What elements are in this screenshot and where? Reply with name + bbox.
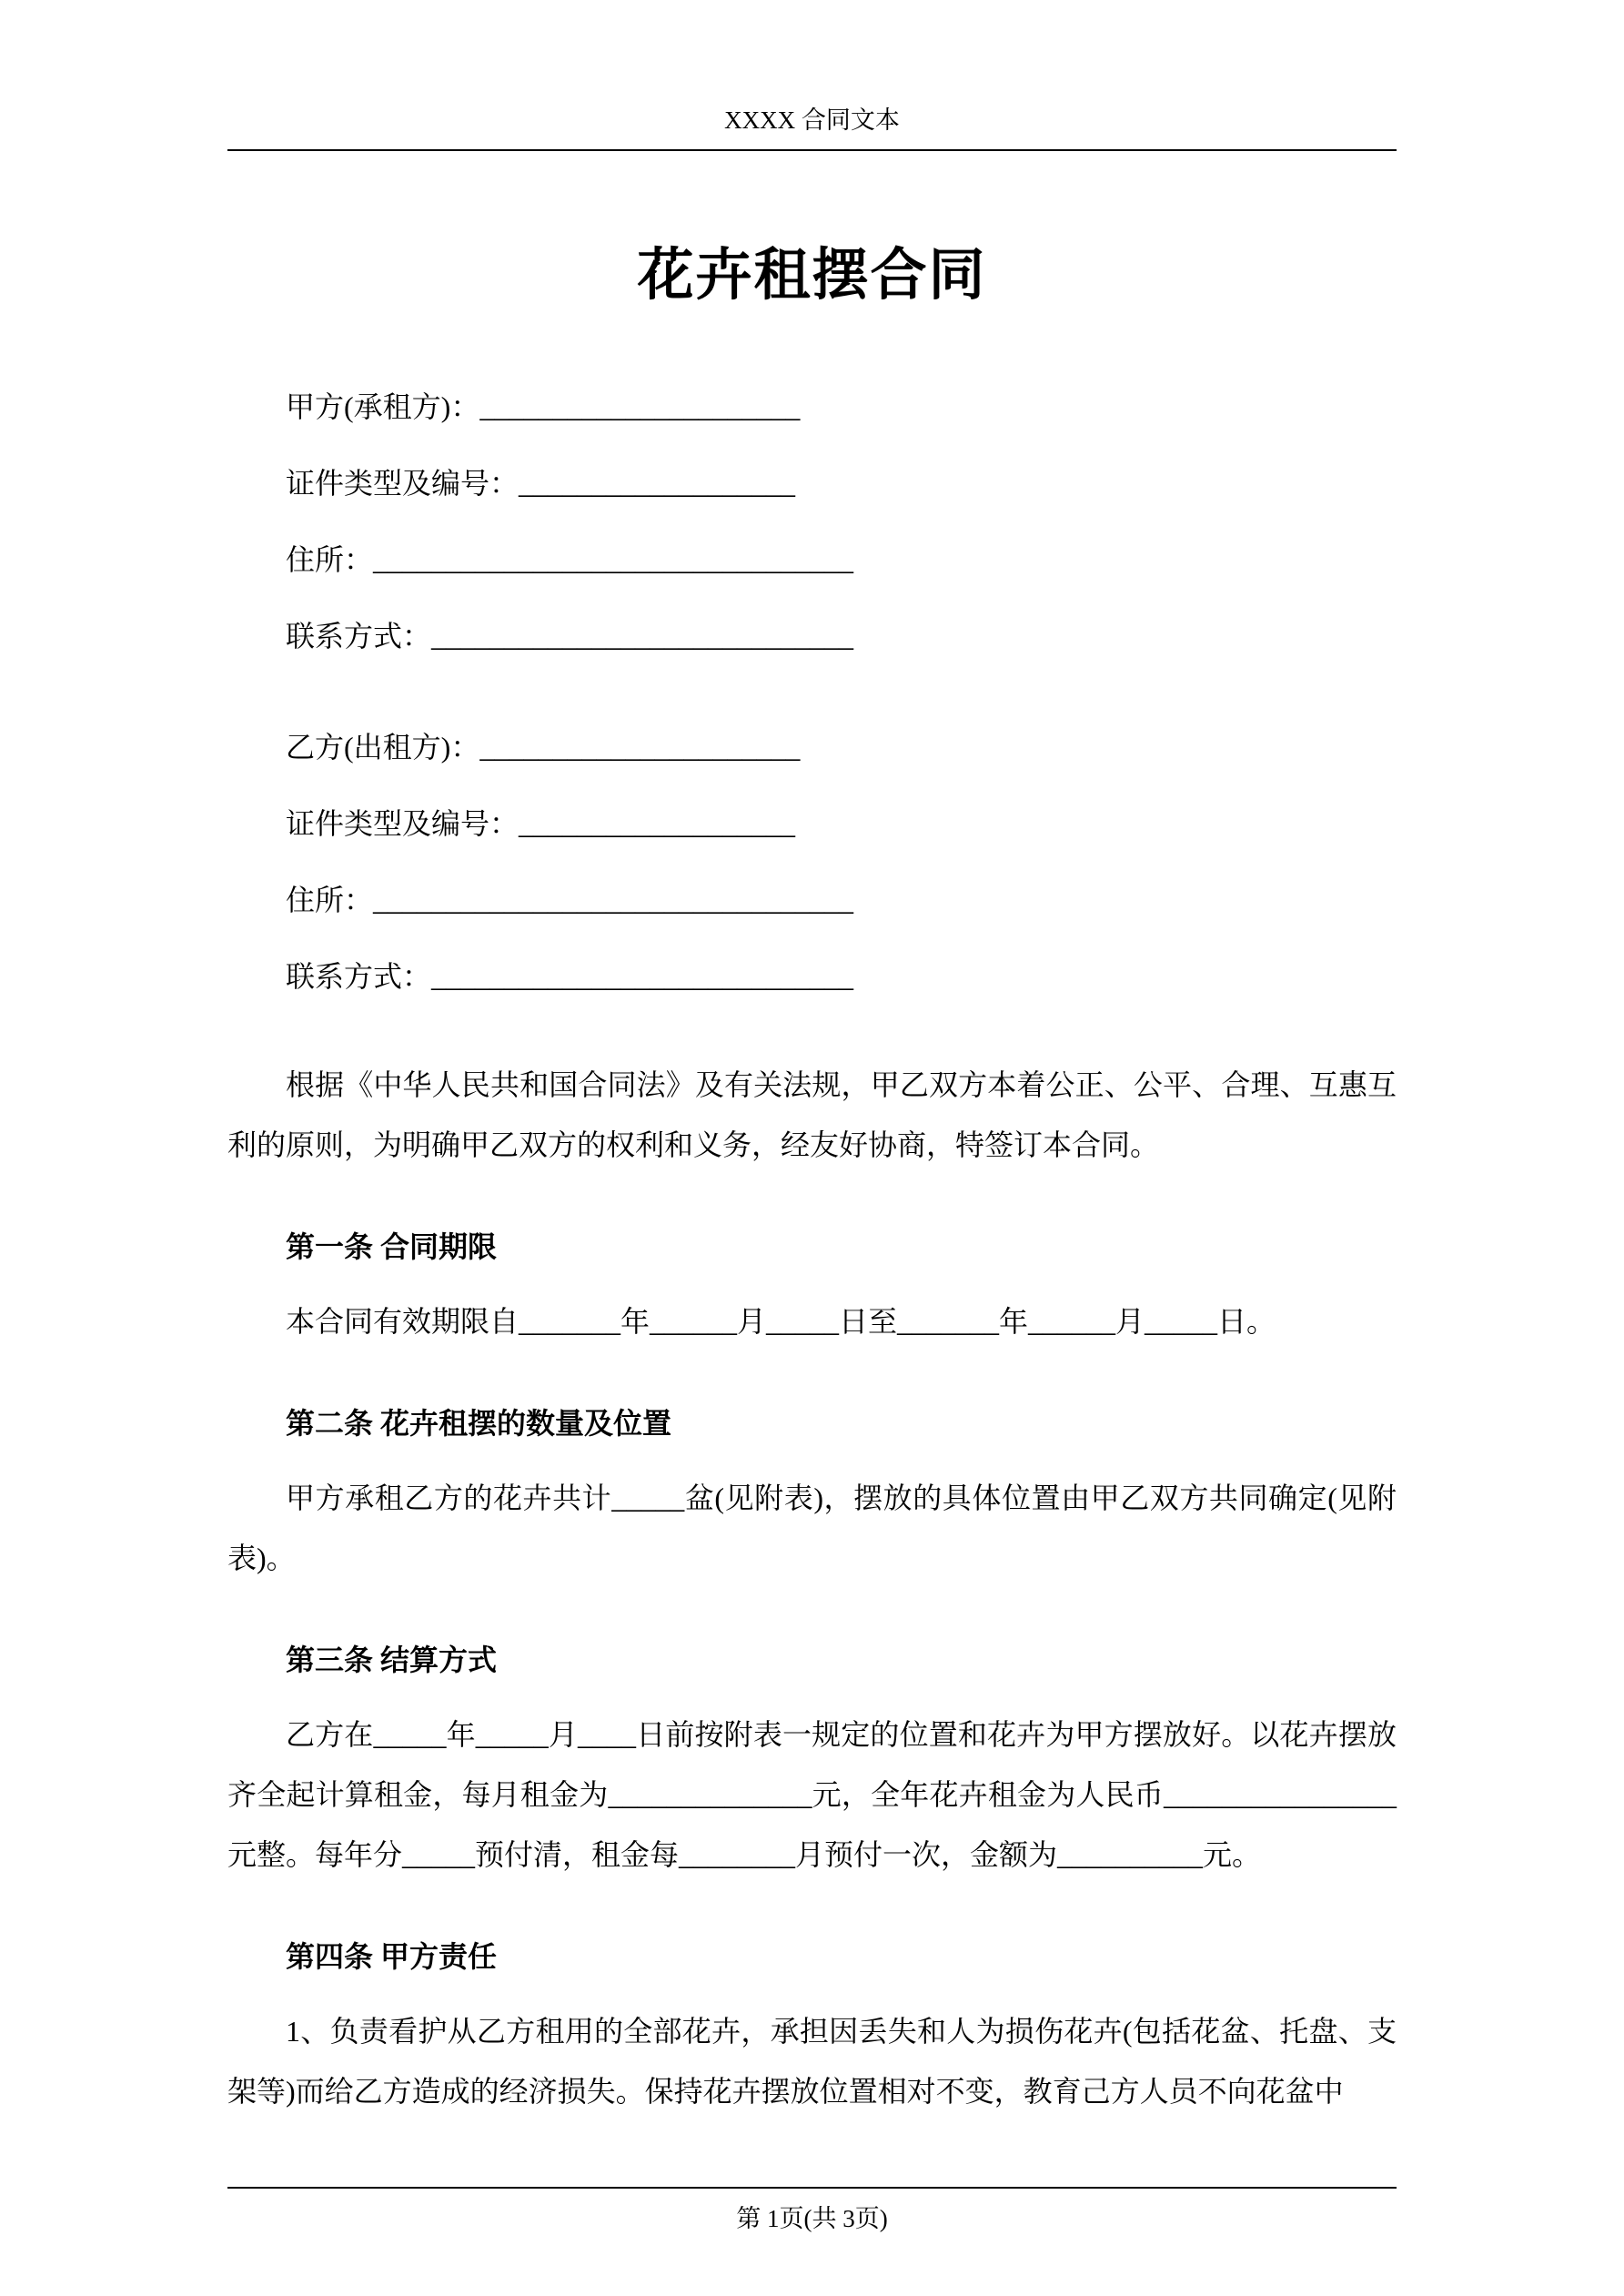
section-1 — [227, 1217, 1397, 1351]
party-block-spacer — [227, 674, 1397, 709]
section-3-body: 乙方在_____年_____月____日前按附表一规定的位置和花卉为甲方摆放好。以花卉摆放齐全起计算租金，每月租金为______________元，全年花卉租金为人民币________________元整。每年分_____预付清，租金每________月预付一次，金额为__________元。 — [227, 1718, 1397, 1871]
field-party-a-id: 证件类型及编号：___________________ — [286, 467, 796, 500]
field-party-b-id: 证件类型及编号：___________________ — [286, 807, 796, 840]
preamble-paragraph: 根据《中华人民共和国合同法》及有关法规，甲乙双方本着公正、公平、合理、互惠互利的原则，为明确甲乙双方的权利和义务，经友好协商，特签订本合同。 — [227, 1068, 1397, 1161]
field-party-b-name: 乙方(出租方)：______________________ — [286, 731, 801, 764]
header-title: XXXX 合同文本 — [724, 106, 900, 134]
page-number: 第 1页(共 3页) — [736, 2205, 888, 2232]
party-a-block — [227, 369, 1397, 674]
section-4 — [227, 1927, 1397, 2121]
field-party-b-contact: 联系方式：_____________________________ — [286, 960, 854, 993]
section-2 — [227, 1393, 1397, 1588]
page-header — [227, 0, 1397, 151]
section-4-heading: 第四条 甲方责任 — [286, 1940, 498, 1973]
page-footer — [227, 2187, 1397, 2232]
section-3-heading: 第三条 结算方式 — [286, 1644, 498, 1676]
document-title: 花卉租摆合同 — [637, 245, 987, 307]
section-1-heading: 第一条 合同期限 — [286, 1230, 498, 1263]
party-b-block — [227, 709, 1397, 1015]
section-3 — [227, 1630, 1397, 1885]
field-party-a-name: 甲方(承租方)：______________________ — [286, 390, 801, 423]
field-party-b-address: 住所：_________________________________ — [286, 884, 854, 916]
field-party-a-address: 住所：_________________________________ — [286, 543, 854, 576]
section-2-body: 甲方承租乙方的花卉共计_____盆(见附表)，摆放的具体位置由甲乙双方共同确定(见附表)。 — [227, 1482, 1397, 1574]
document-body — [227, 151, 1397, 2121]
section-2-heading: 第二条 花卉租摆的数量及位置 — [286, 1407, 672, 1440]
section-1-body: 本合同有效期限自_______年______月_____日至_______年______月_____日。 — [286, 1305, 1276, 1338]
field-party-a-contact: 联系方式：_____________________________ — [286, 620, 854, 652]
section-4-body: 1、负责看护从乙方租用的全部花卉，承担因丢失和人为损伤花卉(包括花盆、托盘、支架等)而给乙方造成的经济损失。保持花卉摆放位置相对不变，教育己方人员不向花盆中 — [227, 2015, 1397, 2108]
